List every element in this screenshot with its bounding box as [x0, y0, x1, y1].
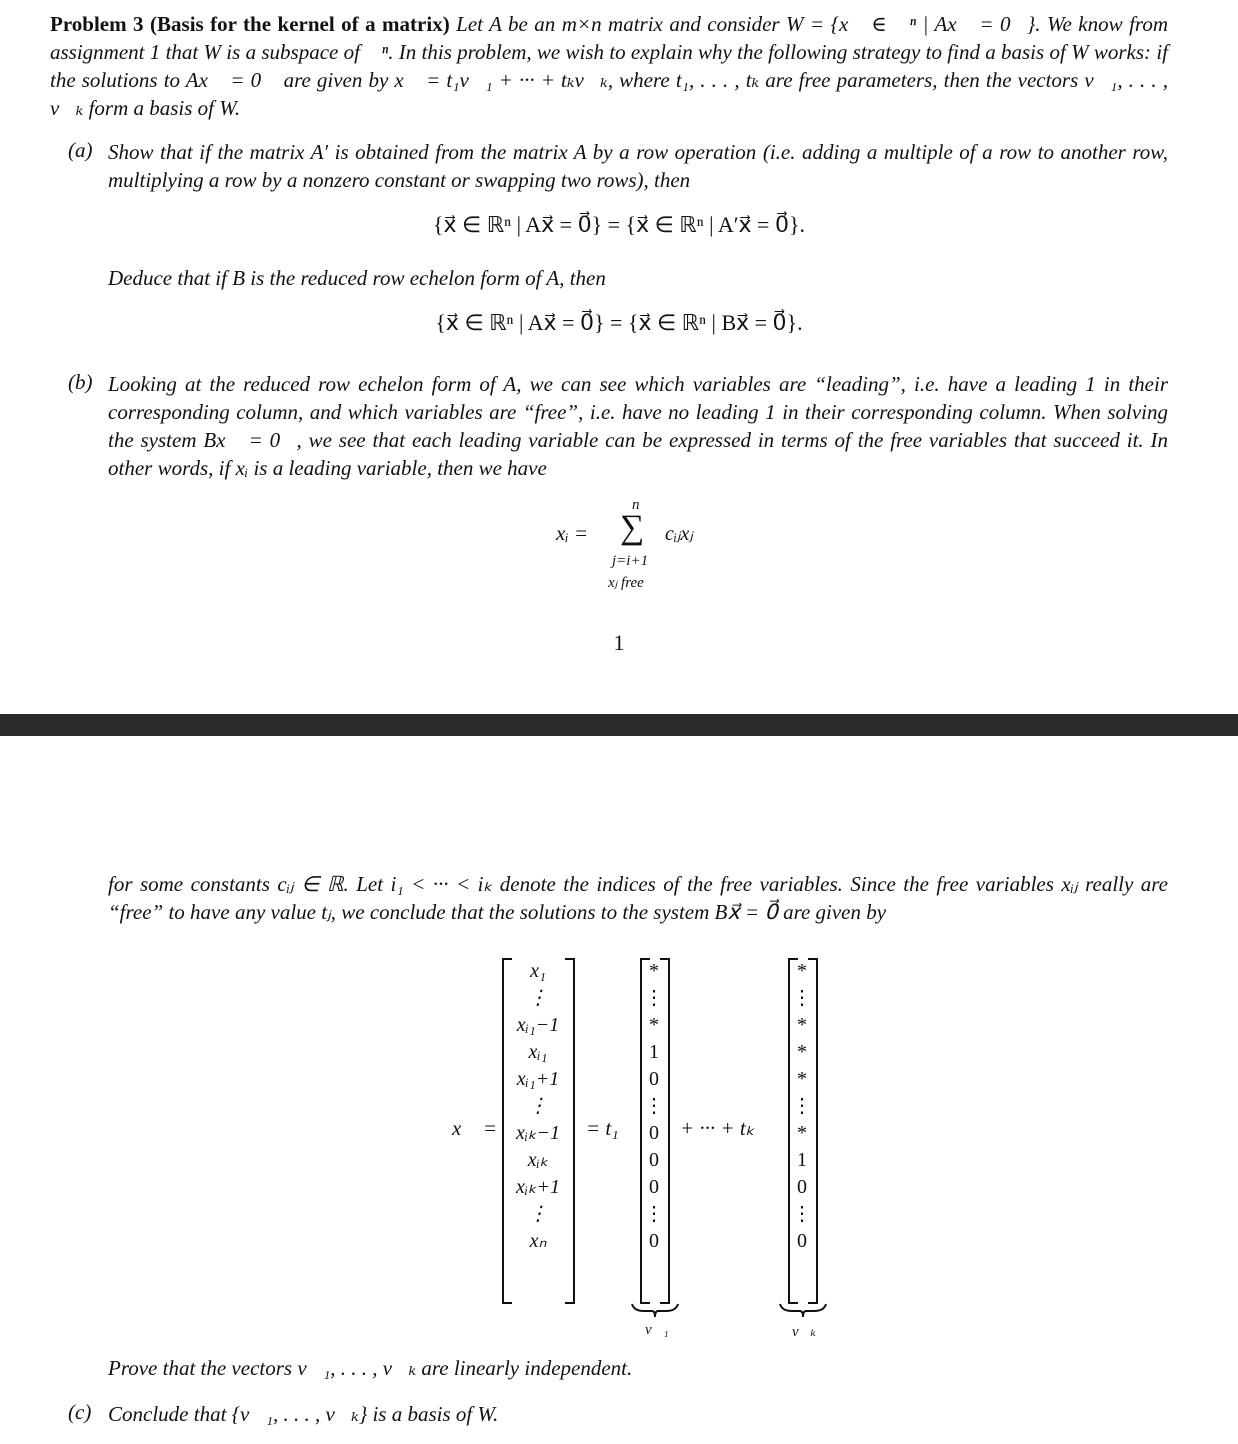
v1-entry: *: [649, 960, 659, 982]
v1-entry: 0: [649, 1230, 659, 1252]
vk-entry: *: [797, 1041, 807, 1063]
vk-entry: 0: [797, 1176, 807, 1198]
underbrace-v1: [630, 1302, 680, 1320]
eq-t1: = t₁: [586, 1116, 619, 1140]
problem-intro: Let A be an m×n matrix and consider W = {x⃗ ∈ ℝⁿ | Ax⃗ = 0⃗}. We know from assignment 1 that W is a subspace of ℝⁿ. In this problem, we wish to explain why the following strategy to find a basis of W works: if the solutions to Ax⃗ = 0⃗ are given by x⃗ = t₁v⃗₁ + ··· + tₖv⃗ₖ, where t₁, . . . , tₖ are free parameters, then the vectors v⃗₁, . . . , v⃗ₖ form a basis of W.: [50, 12, 1168, 120]
vector-lhs: x⃗ =: [452, 1116, 498, 1140]
part-b-text1: Looking at the reduced row echelon form of A, we can see which variables are “leading”, i.e. have a leading 1 in their corresponding column, and which variables are “free”, i.e. have no leading 1 in their corresponding column. When solving the system Bx⃗ = 0⃗, we see that each leading variable can be expressed in terms of the free variables that succeed it. In other words, if xᵢ is a leading variable, then we have: [108, 372, 1168, 480]
problem-statement: [50, 10, 1168, 122]
summation-equation: [540, 495, 740, 605]
x-entry: xᵢ₁: [528, 1041, 548, 1063]
page-divider: [0, 714, 1238, 736]
x-bracket-right: [565, 958, 575, 1304]
vk-entry: *: [797, 1014, 807, 1036]
x-entry: xᵢₖ: [527, 1149, 549, 1171]
problem-heading: Problem 3 (Basis for the kernel of a matrix): [50, 12, 450, 36]
part-b-text2: for some constants cᵢⱼ ∈ ℝ. Let i₁ < ··· < iₖ denote the indices of the free variables. Since the free variables xᵢⱼ really are “free” to have any value tⱼ, we conclude that the solutions to the system Bx⃗ = 0⃗ are given by: [108, 872, 1168, 924]
part-a-equation1: {x⃗ ∈ ℝⁿ | Ax⃗ = 0⃗} = {x⃗ ∈ ℝⁿ | A′x⃗ = 0⃗}.: [432, 212, 806, 237]
part-a-label: (a): [68, 138, 93, 162]
plus-tk: + ··· + tₖ: [680, 1116, 755, 1140]
vk-entry: ⋮: [792, 1203, 812, 1225]
part-c-label: (c): [68, 1400, 92, 1424]
vk-entry: ⋮: [792, 1095, 812, 1117]
sum-lower-limit: j=i+1: [612, 553, 649, 569]
v1-entry: 0: [649, 1068, 659, 1090]
v1-entry: ⋮: [644, 1203, 664, 1225]
vk-entry: *: [797, 1122, 807, 1144]
part-a-text1: Show that if the matrix A′ is obtained from the matrix A by a row operation (i.e. adding a multiple of a row to another row, multiplying a row by a nonzero constant or swapping two rows), then: [108, 140, 1168, 192]
part-a-text2: Deduce that if B is the reduced row echelon form of A, then: [108, 266, 606, 290]
v1-entry: 0: [649, 1176, 659, 1198]
underbrace-vk-label: v⃗ₖ: [792, 1324, 816, 1340]
vk-entry: 0: [797, 1230, 807, 1252]
x-entry: xₙ: [529, 1230, 547, 1252]
x-entry: xᵢ₁−1: [516, 1014, 560, 1036]
x-entry: xᵢₖ−1: [515, 1122, 561, 1144]
vk-entry: *: [797, 1068, 807, 1090]
v1-entry: 0: [649, 1122, 659, 1144]
vk-bracket-right: [808, 958, 818, 1304]
v1-bracket-right: [660, 958, 670, 1304]
page-number: 1: [613, 630, 625, 655]
x-entry: xᵢₖ+1: [515, 1176, 561, 1198]
x-entry: ⋮: [528, 1203, 548, 1225]
v1-entry: ⋮: [644, 987, 664, 1009]
x-entry: x₁: [530, 960, 546, 982]
underbrace-vk: [778, 1302, 828, 1320]
x-entry: ⋮: [528, 987, 548, 1009]
sum-lhs: xᵢ =: [556, 521, 589, 545]
sum-sign: ∑: [620, 509, 645, 546]
part-b-text3: Prove that the vectors v⃗₁, . . . , v⃗ₖ are linearly independent.: [108, 1356, 633, 1380]
sum-term: cᵢⱼxⱼ: [665, 523, 693, 545]
part-b-label: (b): [68, 370, 93, 394]
x-entry: xᵢ₁+1: [516, 1068, 560, 1090]
v1-entry: ⋮: [644, 1095, 664, 1117]
v1-entry: *: [649, 1014, 659, 1036]
part-c-text: Conclude that {v⃗₁, . . . , v⃗ₖ} is a basis of W.: [108, 1402, 499, 1426]
underbrace-v1-label: v⃗₁: [645, 1322, 669, 1338]
vk-entry: *: [797, 960, 807, 982]
v1-entry: 0: [649, 1149, 659, 1171]
sum-upper-limit: n: [632, 497, 640, 513]
x-entry: ⋮: [528, 1095, 548, 1117]
v1-entry: 1: [649, 1041, 659, 1063]
vk-entry: 1: [797, 1149, 807, 1171]
sum-lower-condition: xⱼ free: [608, 575, 644, 591]
part-a-equation2: {x⃗ ∈ ℝⁿ | Ax⃗ = 0⃗} = {x⃗ ∈ ℝⁿ | Bx⃗ = 0⃗}.: [435, 310, 803, 335]
vk-entry: ⋮: [792, 987, 812, 1009]
